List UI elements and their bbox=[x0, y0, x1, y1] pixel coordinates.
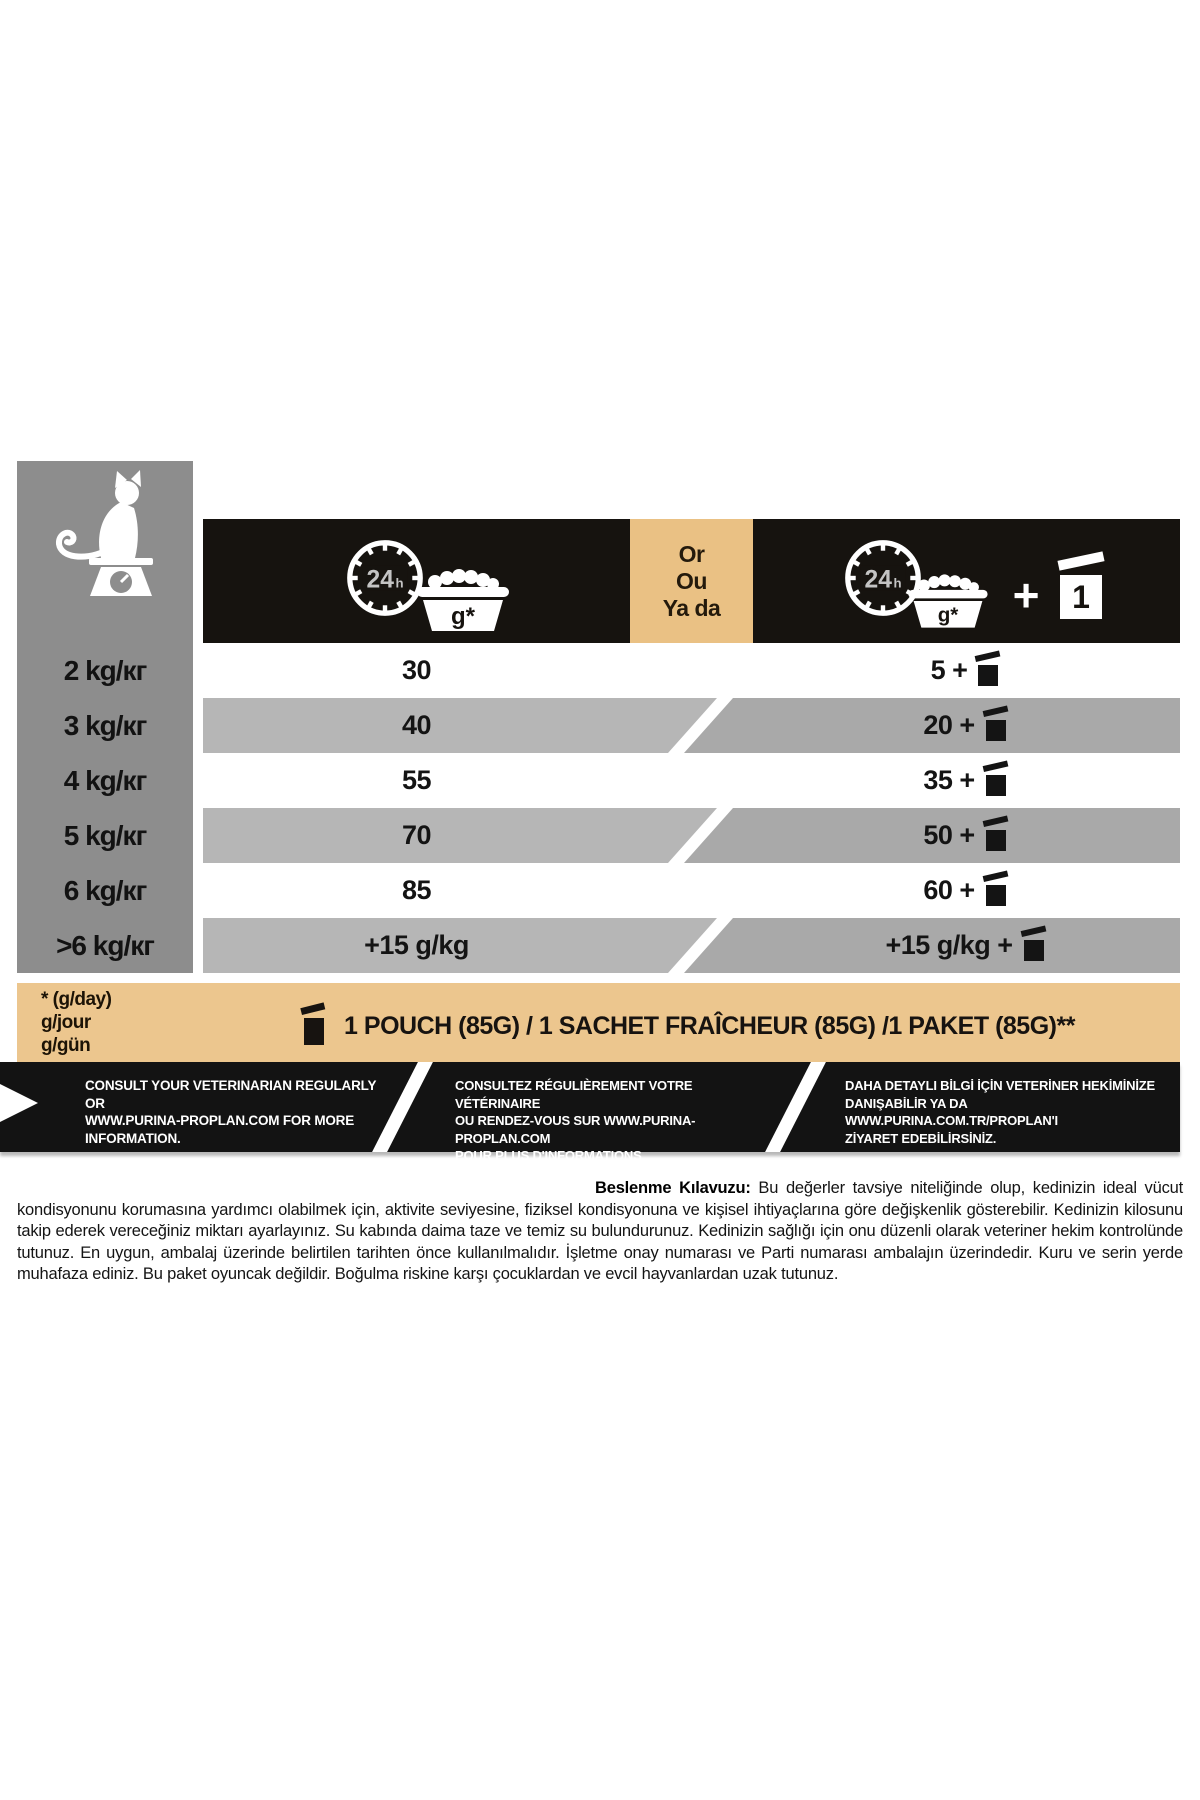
wet-pouch-icon bbox=[984, 710, 1010, 741]
or-line: Or bbox=[678, 540, 705, 567]
wet-pouch-icon bbox=[1057, 553, 1107, 623]
value-text: 60 + bbox=[923, 875, 975, 905]
pouch-count: 1 bbox=[1060, 575, 1102, 619]
or-line: Ya da bbox=[662, 594, 721, 621]
banner-line: WWW.PURINA-PROPLAN.COM FOR MORE bbox=[85, 1113, 355, 1128]
weight-label: 4 kg/кг bbox=[63, 764, 147, 796]
value-text: 35 + bbox=[923, 765, 975, 795]
feeding-note-body: Bu değerler tavsiye niteliğinde olup, kedinizin ideal vücut kondisyonunu korumasına yardımcı olabilmek için, aktivite seviyesine, fiziksel kondisyonuna ve kişisel ihtiyaçlarına göre değişkenlik gösterebilir. Kedinizin kilosunu takip ederek vereceğiniz miktarı ayarlayınız. Su kabında daima taze ve temiz su bulundurunuz. Kedinizin sağlığı için onu düzenli olarak veteriner hekim kontrolünde tutunuz. En uygun, ambalaj üzerinde belirtilen tarihten önce kullanılmalıdır. İşletme onay numarası ve Parti numarası ambalajın üzerindedir. Kuru ve serin yerde muhafaza ediniz. Bu paket oyuncak değildir. Boğulma riskine karşı çocuklardan ve evcil hayvanlardan uzak tutunuz. bbox=[17, 1179, 1183, 1283]
footnote-bar bbox=[17, 983, 1180, 1069]
weight-label: 6 kg/кг bbox=[63, 874, 147, 906]
dry-plus-wet-value bbox=[753, 643, 1180, 698]
banner-line: CONSULT YOUR VETERINARIAN REGULARLY OR bbox=[85, 1078, 377, 1111]
veterinarian-banner bbox=[0, 1062, 1180, 1163]
weight-label: 5 kg/кг bbox=[63, 819, 147, 851]
dry-plus-wet-value bbox=[753, 863, 1180, 918]
dry-plus-wet-value bbox=[753, 698, 1180, 753]
table-row bbox=[203, 643, 1180, 698]
unit-footnote bbox=[41, 988, 111, 1057]
banner-notch bbox=[0, 1084, 38, 1122]
dry-only-value: 70 bbox=[401, 820, 432, 850]
value-text: 5 + bbox=[930, 655, 968, 685]
banner-line: DAHA DETAYLI BİLGİ İÇİN VETERİNER HEKİMİNİZE bbox=[845, 1078, 1155, 1093]
svg-text:h: h bbox=[395, 575, 404, 591]
banner-line: CONSULTEZ RÉGULIÈREMENT VOTRE VÉTÉRINAIRE bbox=[455, 1078, 693, 1111]
dry-only-value: 40 bbox=[401, 710, 432, 740]
wet-pouch-icon bbox=[1022, 930, 1048, 961]
food-bowl-icon bbox=[409, 565, 517, 635]
footnote-line: g/jour bbox=[41, 1012, 91, 1033]
value-text: 20 + bbox=[923, 710, 975, 740]
table-row bbox=[203, 753, 1180, 808]
table-row bbox=[203, 698, 1180, 753]
value-text: +15 g/kg + bbox=[885, 930, 1013, 960]
dry-plus-wet-value bbox=[753, 918, 1180, 973]
food-bowl-icon bbox=[905, 569, 991, 633]
banner-line: ZİYARET EDEBİLİRSİNİZ. bbox=[845, 1130, 997, 1146]
or-line: Ou bbox=[676, 567, 707, 594]
dry-plus-wet-value bbox=[753, 753, 1180, 808]
feeding-note-paragraph bbox=[17, 1178, 1183, 1286]
banner-text-tr bbox=[845, 1077, 1165, 1147]
banner-line: POUR PLUS D'INFORMATIONS bbox=[455, 1148, 642, 1163]
wet-pouch-icon bbox=[302, 1006, 328, 1046]
svg-text:24: 24 bbox=[366, 566, 394, 594]
weight-label: 3 kg/кг bbox=[63, 709, 147, 741]
table-header bbox=[203, 519, 1180, 643]
banner-text-en bbox=[85, 1077, 385, 1147]
banner-line: INFORMATION. bbox=[85, 1130, 181, 1146]
footnote-line: * (g/day) bbox=[41, 989, 112, 1010]
weight-column bbox=[17, 461, 193, 973]
feeding-note-lead: Beslenme Kılavuzu: bbox=[595, 1179, 751, 1197]
banner-text-fr bbox=[455, 1077, 775, 1165]
pouch-note-text: 1 POUCH (85G) / 1 SACHET FRAÎCHEUR (85G) /1 PAKET (85G)** bbox=[344, 1011, 1075, 1040]
table-row bbox=[203, 808, 1180, 863]
banner-line: OU RENDEZ-VOUS SUR WWW.PURINA-PROPLAN.COM bbox=[455, 1113, 696, 1146]
svg-text:g*: g* bbox=[937, 603, 959, 627]
dry-only-value: 30 bbox=[401, 655, 432, 685]
table-row bbox=[203, 918, 1180, 973]
dry-only-value: 55 bbox=[401, 765, 432, 795]
value-text: 50 + bbox=[923, 820, 975, 850]
pouch-note bbox=[197, 983, 1180, 1069]
footnote-line: g/gün bbox=[41, 1035, 91, 1056]
plus-icon: + bbox=[1012, 569, 1040, 621]
or-column bbox=[630, 519, 753, 643]
wet-pouch-icon bbox=[984, 765, 1010, 796]
svg-text:h: h bbox=[893, 575, 902, 591]
dry-plus-wet-value bbox=[753, 808, 1180, 863]
weight-label: >6 kg/кг bbox=[56, 929, 154, 961]
svg-text:24: 24 bbox=[864, 566, 892, 594]
wet-pouch-icon bbox=[984, 875, 1010, 906]
wet-pouch-icon bbox=[984, 820, 1010, 851]
cat-on-scale-icon bbox=[45, 466, 165, 598]
svg-text:g*: g* bbox=[451, 603, 475, 630]
weight-label: 2 kg/кг bbox=[63, 654, 147, 686]
dry-only-value: 85 bbox=[401, 875, 432, 905]
pouch-flap bbox=[1057, 551, 1104, 570]
banner-line: DANIŞABİLİR YA DA WWW.PURINA.COM.TR/PROPLAN'I bbox=[845, 1095, 1058, 1128]
wet-pouch-icon bbox=[976, 655, 1002, 686]
table-row bbox=[203, 863, 1180, 918]
dry-only-value: +15 g/kg bbox=[364, 930, 469, 960]
